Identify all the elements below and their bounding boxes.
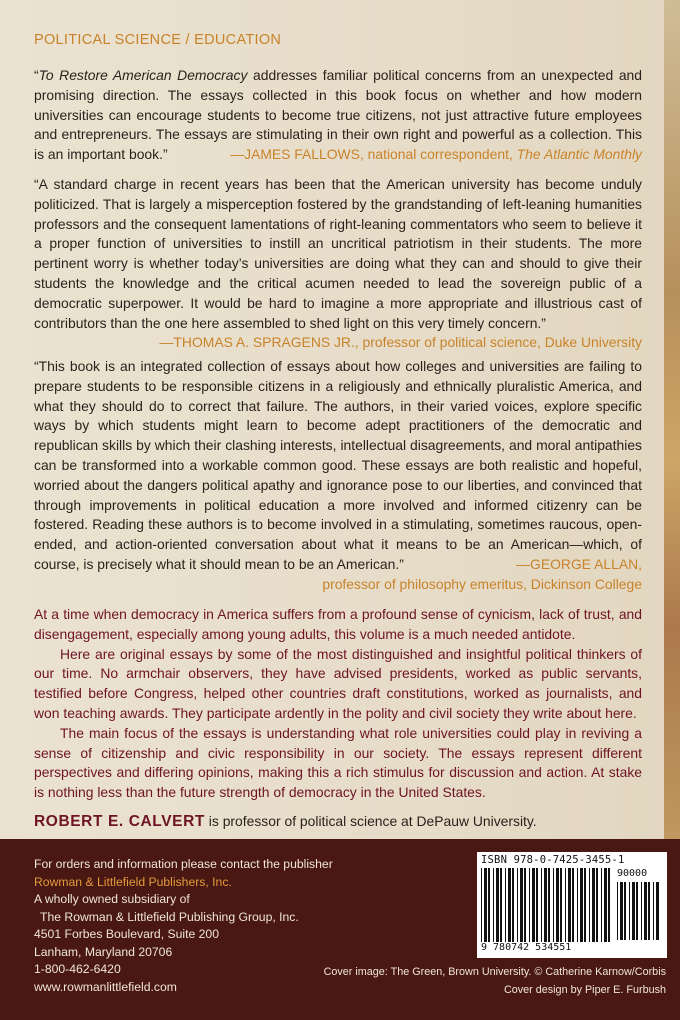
barcode-bar (524, 868, 526, 942)
endorsement-attribution: —THOMAS A. SPRAGENS JR., professor of political science, Duke University (159, 334, 642, 351)
author-name: ROBERT E. CALVERT (34, 813, 205, 830)
barcode-bar (529, 868, 530, 942)
publisher-website: www.rowmanlittlefield.com (34, 979, 177, 994)
barcode-bar (584, 868, 586, 942)
barcode-bar (624, 882, 626, 940)
barcode-bar (641, 882, 642, 940)
barcode-bar (565, 868, 566, 942)
endorsement-attribution-name: —GEORGE ALLAN, (516, 555, 642, 572)
barcode-bar (556, 868, 559, 942)
barcode-bar (508, 868, 511, 942)
barcode-bar (512, 868, 514, 942)
publisher-subsidiary-line: A wholly owned subsidiary of (34, 892, 190, 906)
barcode-bar (484, 868, 487, 942)
publisher-intro: For orders and information please contact the publisher (34, 857, 333, 871)
author-bio (34, 813, 537, 831)
barcode-bar (505, 868, 506, 942)
cover-design-credit: Cover design by Piper E. Furbush (503, 983, 666, 996)
barcode-bar (536, 868, 538, 942)
barcode-bar (544, 868, 547, 942)
barcode-bar (648, 882, 650, 940)
barcode-bar (620, 882, 623, 940)
description-paragraph: The main focus of the essays is understanding what role universities could play in reviving a sense of citizenship and civic responsibility in our society. The essays represent different perspectives and differing opinions, making this a rich stimulus for discussion and action. At stake is nothing less than the future strength of democracy in the United States. (34, 724, 642, 801)
description-paragraph: At a time when democracy in America suffers from a profound sense of cynicism, lack of trust, and disengagement, especially among young adults, this volume is a much needed antidote. (34, 606, 642, 642)
quote-open: “ (34, 67, 39, 83)
barcode-bar (541, 868, 542, 942)
quote-text: “This book is an integrated collection of essays about how colleges and universities are failing to prepare students to be responsible citizens in a religiously and ethnically pluralistic America, and what they should do to correct that failure. The authors, in their varied voices, explore specific ways by which students might learn to become adept practitioners of the democratic and republican skills by which their clashing interests, intellectual disagreements, and moral antipathies can be transformed into a workable common good. These essays are both realistic and hopeful, worried about the dangers political apathy and ignorance pose to our liberties, and convinced that through improvements in political education a more involved and informed citizenry can be fostered. Reading these authors is to become involved in a stimulating, sometimes raucous, open-ended, and action-oriented conversation about what it means to be an American—which, of course, is precisely what it should mean to be an American.” (34, 358, 642, 572)
barcode-bar (596, 868, 598, 942)
price-code: 90000 (617, 868, 648, 879)
book-title: To Restore American Democracy (38, 67, 248, 83)
barcode-bar (601, 868, 602, 942)
publisher-address: 4501 Forbes Boulevard, Suite 200 (34, 927, 219, 941)
author-bio-text: is professor of political science at DePauw University. (204, 813, 537, 829)
cover-image-edge (664, 0, 680, 839)
endorsement-spragens (34, 175, 642, 353)
publisher-phone: 1-800-462-6420 (34, 962, 121, 976)
publication-title: The Atlantic Monthly (516, 146, 642, 163)
category-label: POLITICAL SCIENCE / EDUCATION (34, 32, 282, 48)
barcode-bar (568, 868, 571, 942)
barcode-bar (517, 868, 518, 942)
barcode-bar (656, 882, 659, 940)
endorsement-fallows (34, 66, 642, 165)
barcode-bar (572, 868, 574, 942)
quote-text: “A standard charge in recent years has been that the American university has become unduly politicized. That is largely a misperception fostered by the grandstanding of left-leaning humanities professors and the consequent lamentations of right-leaning commentators who seem to believe it a proper function of universities to instill an uncritical patriotism in their students. The more pertinent worry is whether today’s universities are doing what they can and should to give their students the knowledge and the critical acumen needed to lead the sovereign public of a democratic superpower. It would be hard to imagine a more appropriate and illustrious cast of contributors than the one here assembled to shed light on this very timely concern.” (34, 176, 642, 331)
publisher-city: Lanham, Maryland 20706 (34, 944, 173, 959)
price-barcode-bars (617, 882, 661, 940)
cover-credits (324, 964, 666, 999)
barcode-bar (632, 882, 635, 940)
barcode-bar (608, 868, 610, 942)
ean-number: 9 780742 534551 (481, 942, 572, 953)
barcode-bar (481, 868, 482, 942)
barcode-bar (553, 868, 554, 942)
barcode-bar (493, 868, 494, 942)
endorsement-attribution-title: professor of philosophy emeritus, Dickinson College (322, 575, 642, 592)
cover-image-credit: Cover image: The Green, Brown University. © Catherine Karnow/Corbis (323, 966, 666, 978)
book-description (34, 605, 642, 803)
barcode-bar (496, 868, 499, 942)
publisher-info (34, 856, 333, 996)
barcode-bar (532, 868, 535, 942)
barcode-bar (548, 868, 550, 942)
barcode-bar (589, 868, 590, 942)
description-paragraph: Here are original essays by some of the most distinguished and insightful political thinkers of our time. No armchair observers, they have advised presidents, worked as public servants, testified before Congress, helped other countries draft constitutions, worked as journalists, and won teaching awards. They participate ardently in the polity and civil society they write about here. (34, 645, 642, 721)
barcode-bar (592, 868, 595, 942)
barcode-bar (520, 868, 523, 942)
endorsement-allan (34, 357, 642, 595)
barcode-bar (644, 882, 647, 940)
barcode-bar (560, 868, 562, 942)
barcode-bar (580, 868, 583, 942)
barcode-bar (604, 868, 607, 942)
publisher-parent: The Rowman & Littlefield Publishing Group, Inc. (40, 909, 299, 924)
barcode-bar (500, 868, 502, 942)
barcode-bar (653, 882, 654, 940)
isbn-number: ISBN 978-0-7425-3455-1 (481, 854, 625, 866)
barcode-bar (629, 882, 630, 940)
barcode-bar (617, 882, 618, 940)
quote-text: addresses familiar political concerns from an unexpected and promising direction. The essays collected in this book focus on whether and how modern universities can encourage students to become true citizens, not just attractive future employees and entrepreneurs. The essays are stimulating in their own right and powerful as a collection. This is an important book.” (34, 67, 643, 163)
barcode-bar (636, 882, 638, 940)
isbn-barcode (477, 852, 667, 958)
endorsement-attribution: —JAMES FALLOWS, national correspondent, The Atlantic Monthly (230, 146, 642, 163)
barcode-bars (481, 868, 611, 942)
barcode-bar (577, 868, 578, 942)
barcode-bar (488, 868, 490, 942)
publisher-name: Rowman & Littlefield Publishers, Inc. (34, 874, 232, 889)
